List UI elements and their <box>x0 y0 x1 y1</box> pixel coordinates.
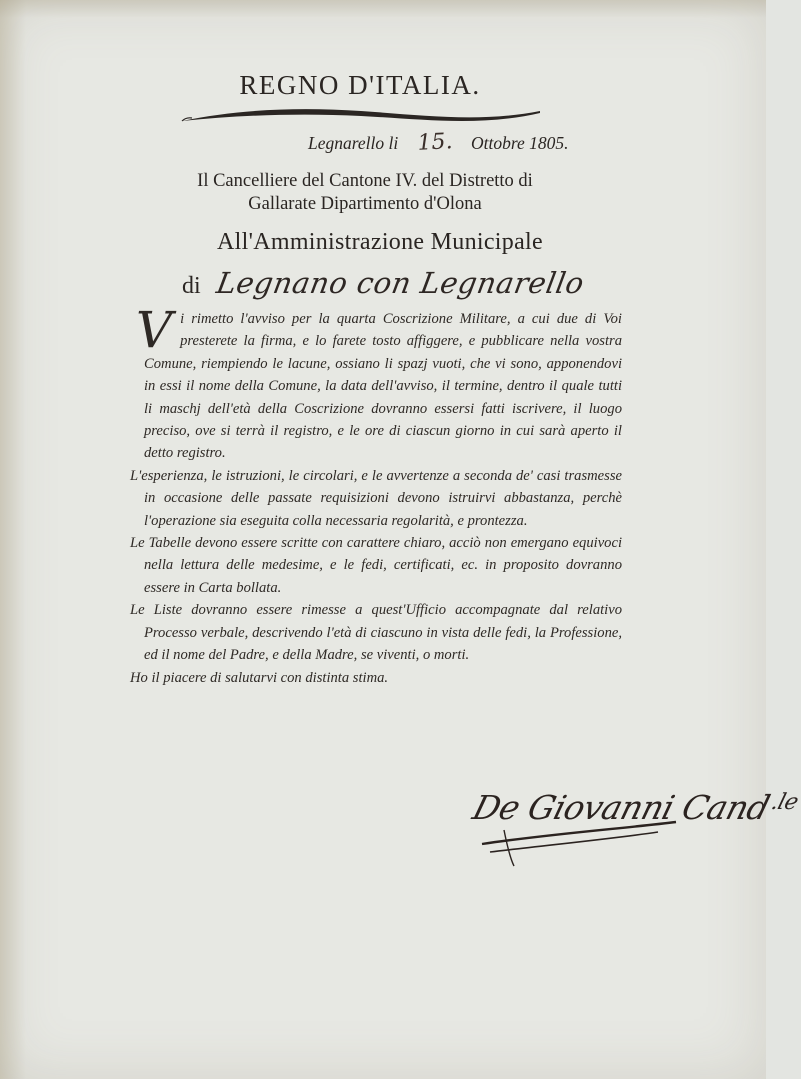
sender-block <box>110 170 620 216</box>
addressee-line: All'Amministrazione Municipale <box>217 229 543 255</box>
heading-ornament-rule <box>180 103 542 129</box>
sender-line: Il Cancelliere del Cantone IV. del Distretto di <box>197 171 533 191</box>
paragraph-1 <box>130 301 622 465</box>
closing-salutation: Ho il piacere di salutarvi con distinta stima. <box>130 669 389 686</box>
addressee-prefix: di <box>182 273 201 299</box>
addressee-municipality-line <box>182 266 602 306</box>
handwritten-municipality: Legnano con Legnarello <box>213 266 587 300</box>
dateline <box>308 130 608 155</box>
paper-edge-stain <box>0 0 26 1079</box>
signature <box>468 770 801 870</box>
letter-body <box>130 301 622 689</box>
dateline-month-year: Ottobre 1805. <box>471 133 569 153</box>
paragraph-1-text: i rimetto l'avviso per la quarta Coscrizione Militare, a cui due di Voi presterete la firma, e lo farete tosto affiggere, e pubblicare nella vostra Comune, riempiendo le lacune, ossiano li spazj vuoti, che vi sono, apponendovi in essi il nome della Comune, la data dell'avviso, il termine, dentro il quale tutti li maschj dell'età della Coscrizione dovranno essersi fatti iscrivere, il luogo preciso, ove si terrà il registro, e le ore di ciascun giorno in cui sarà aperto il detto registro. <box>144 311 622 462</box>
paragraph-4: Le Liste dovranno essere rimesse a quest'Ufficio accompagnate dal relativo Processo verbale, descrivendo l'età di ciascuno in vista delle fedi, la Professione, ed il nome del Padre, e della Madre, se viventi, o morti. <box>130 602 622 664</box>
dateline-place: Legnarello li <box>308 133 399 153</box>
drop-cap: V <box>136 301 173 359</box>
sender-line: Gallarate Dipartimento d'Olona <box>248 194 482 214</box>
dateline-day-handwritten: 15. <box>416 129 453 156</box>
paper-top-stain <box>0 0 766 18</box>
paragraph-3: Le Tabelle devono essere scritte con carattere chiaro, acciò non emergano equivoci nella lettura delle medesime, e le fedi, certificati, ec. in proposito dovranno essere in Carta bollata. <box>130 535 622 596</box>
kingdom-heading: REGNO D'ITALIA. <box>239 70 481 100</box>
paragraph-2: L'esperienza, le istruzioni, le circolari, e le avvertenze a seconda de' casi trasmesse in occasione delle passate requisizioni devono istruirvi abbastanza, perchè l'operazione sia eseguita colla necessaria regolarità, e prontezza. <box>130 467 622 529</box>
signature-text: De Giovanni Cand$^{.le}$ <box>468 788 801 827</box>
